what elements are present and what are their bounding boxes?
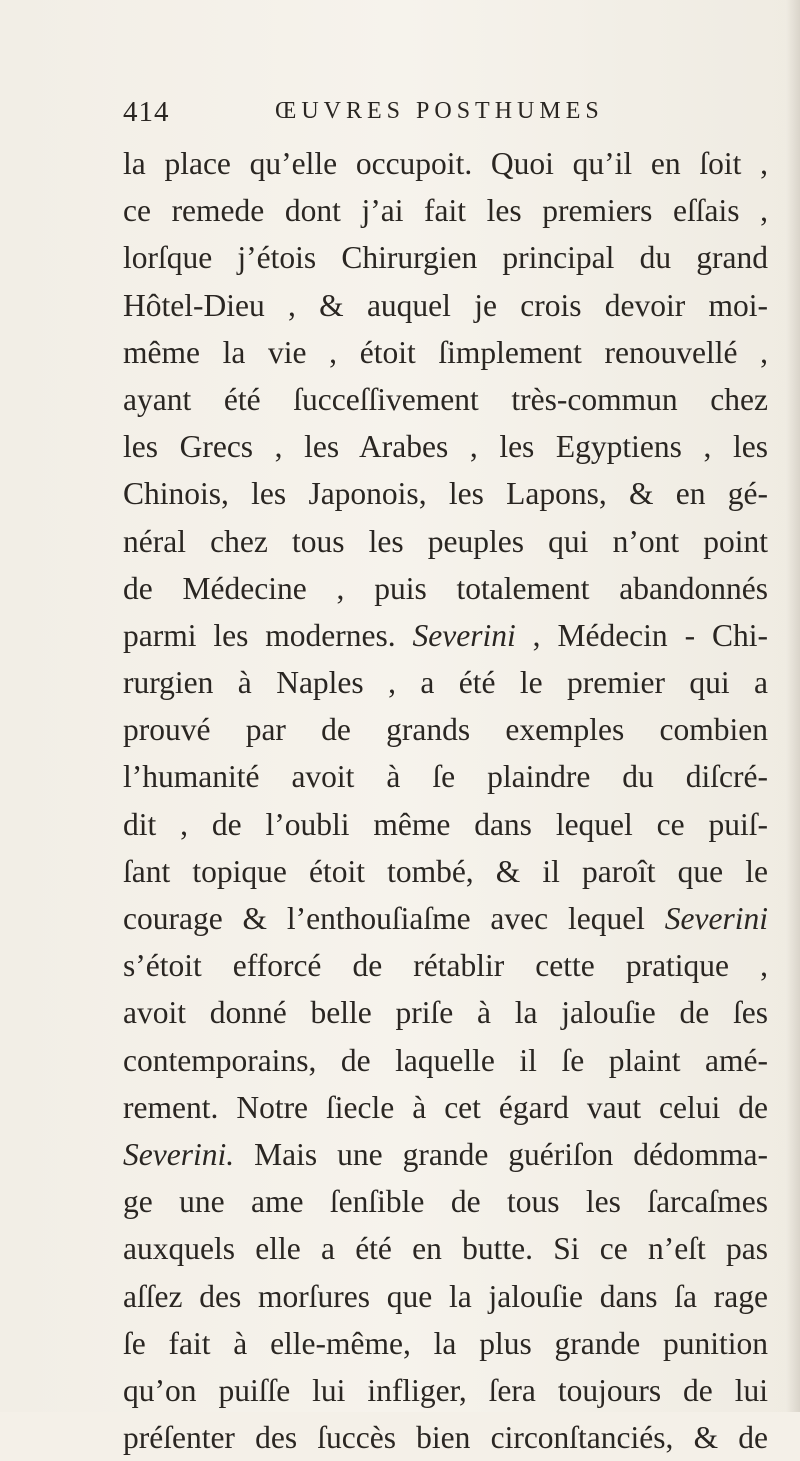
italic-name: Severini. bbox=[123, 1136, 235, 1172]
text-line: Chinois, les Japonois, les Lapons, & en gé- bbox=[123, 476, 768, 512]
text-line: lorſque j’étois Chirurgien principal du grand bbox=[123, 240, 768, 276]
text-line bbox=[123, 612, 768, 659]
text-line: qu’on puiſſe lui infliger, ſera toujours de lui bbox=[123, 1372, 768, 1408]
text-line: préſenter des ſuccès bien circonſtanciés, & de bbox=[123, 1420, 768, 1456]
text-run: Mais une grande guériſon dédomma- bbox=[234, 1136, 768, 1172]
body-text bbox=[123, 140, 768, 1461]
text-line: contemporains, de laquelle il ſe plaint amé- bbox=[123, 1042, 768, 1078]
italic-name: Severini bbox=[412, 617, 516, 653]
text-run: courage & l’enthouſiaſme avec lequel bbox=[123, 901, 665, 936]
text-line: de Médecine , puis totalement abandonnés bbox=[123, 570, 768, 606]
text-line: ſe fait à elle-même, la plus grande punition bbox=[123, 1325, 768, 1361]
text-line: prouvé par de grands exemples combien bbox=[123, 712, 768, 748]
text-line: avoit donné belle priſe à la jalouſie de ſes bbox=[123, 995, 768, 1031]
italic-name: Severini bbox=[664, 901, 768, 936]
page-edge-shadow bbox=[786, 0, 800, 1412]
page-header bbox=[123, 96, 763, 136]
text-line: auxquels elle a été en butte. Si ce n’eſt pas bbox=[123, 1231, 768, 1267]
text-line: ce remede dont j’ai fait les premiers eſſais , bbox=[123, 193, 768, 229]
text-run: , Médecin - Chi- bbox=[515, 617, 768, 653]
text-line bbox=[123, 895, 768, 942]
text-line: Hôtel-Dieu , & auquel je crois devoir moi- bbox=[123, 287, 768, 323]
text-line: rement. Notre ſiecle à cet égard vaut celui de bbox=[123, 1089, 768, 1125]
text-line: ſant topique étoit tombé, & il paroît que le bbox=[123, 853, 768, 889]
text-line: même la vie , étoit ſimplement renouvellé , bbox=[123, 334, 768, 370]
text-line: la place qu’elle occupoit. Quoi qu’il en ſoit , bbox=[123, 146, 768, 181]
text-line: l’humanité avoit à ſe plaindre du diſcré- bbox=[123, 759, 768, 795]
running-title: ŒUVRES POSTHUMES bbox=[275, 98, 604, 124]
text-line: s’étoit efforcé de rétablir cette pratique , bbox=[123, 948, 768, 984]
text-line: néral chez tous les peuples qui n’ont point bbox=[123, 523, 768, 559]
text-line: les Grecs , les Arabes , les Egyptiens , les bbox=[123, 429, 768, 465]
text-line: rurgien à Naples , a été le premier qui a bbox=[123, 665, 768, 701]
text-line: dit , de l’oubli même dans lequel ce puiſ- bbox=[123, 806, 768, 842]
text-line: ayant été ſucceſſivement très-commun chez bbox=[123, 381, 768, 417]
text-line: ge une ame ſenſible de tous les ſarcaſmes bbox=[123, 1184, 768, 1220]
text-run: parmi les modernes. bbox=[123, 617, 413, 653]
text-line: aſſez des morſures que la jalouſie dans ſa rage bbox=[123, 1278, 768, 1314]
page-number: 414 bbox=[123, 96, 170, 128]
text-line bbox=[123, 1131, 768, 1178]
